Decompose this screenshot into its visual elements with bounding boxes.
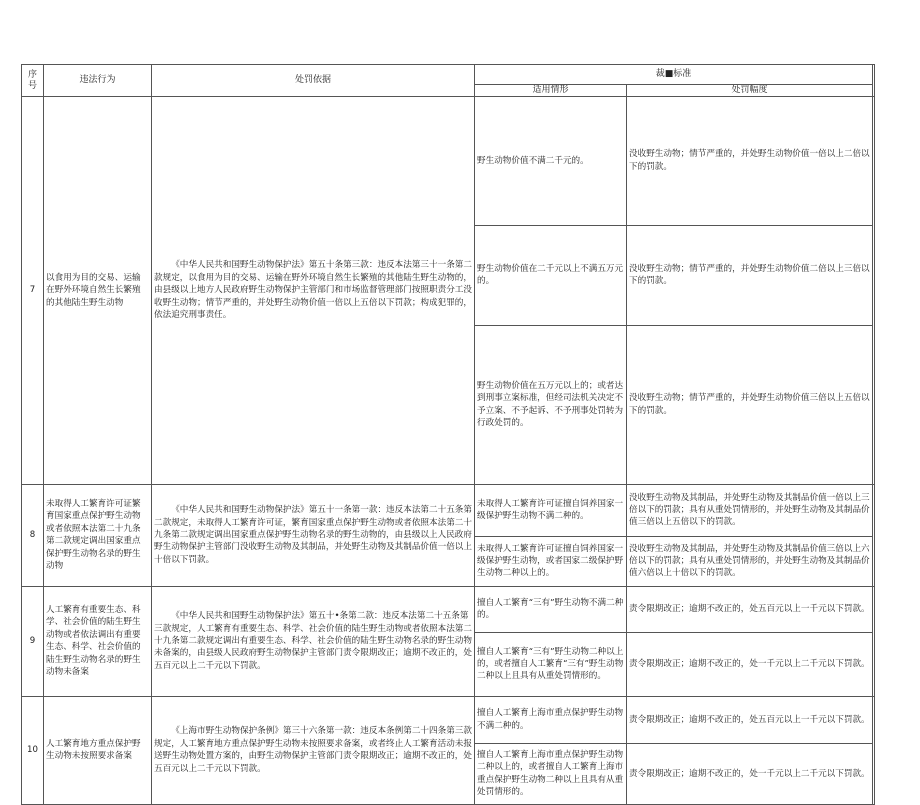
header-violation: 违法行为 [44,65,152,97]
situation-cell: 擅自人工繁育上海市重点保护野生动物不满二种的。 [475,696,627,743]
basis-cell: 《中华人民共和国野生动物保护法》第五十•条第二款：违反本法第二十五条第三款规定，人工繁育有重要生态、科学、社会价值的陆生野生动物或者依照本法第二十九条第二款规定调出有重要生态、科学、社会价值的陆生野生动物名录的野生动物未备案的，由县级人民政府野生动物保护主管部门责令限期改正；逾期不改正的，处五百元以上二千元以下罚款。 [152,586,475,696]
situation-cell: 未取得人工繁育许可证擅自饲养国家一级保护野生动物不满二种的。 [475,484,627,536]
basis-cell: 《中华人民共和国野生动物保护法》第五十一条第一款：违反本法第二十五条第二款规定，未取得人工繁育许可证，繁育国家重点保护野生动物或者依照本法第二十九条第二款规定调出国家重点保护野生动物名录的野生动物的，由县级以上人民政府野生动物保护主管部门没收野生动物及其制品，并处野生动物及其制品价值一倍以上十倍以下罚款。 [152,484,475,586]
range-cell: 没收野生动物；情节严重的，并处野生动物价值三倍以上五倍以下的罚款。 [627,325,873,484]
header-seq: 序号 [22,65,44,97]
violation-cell: 人工繁育地方重点保护野生动物未按照要求备案 [44,696,152,804]
range-cell: 没收野生动物及其制品，并处野生动物及其制品价值一倍以上三倍以下的罚款；具有从重处罚情形的，并处野生动物及其制品价值三倍以上五倍以下的罚款。 [627,484,873,536]
range-cell: 没收野生动物；情节严重的，并处野生动物价值二倍以上三倍以下的罚款。 [627,225,873,325]
header-situation: 适用情形 [475,85,627,97]
situation-cell: 未取得人工繁育许可证擅自饲养国家一级保护野生动物，或者国家二级保护野生动物二种以上的。 [475,536,627,586]
range-cell: 没收野生动物；情节严重的，并处野生动物价值一倍以上二倍以下的罚款。 [627,97,873,226]
header-basis: 处罚依据 [152,65,475,97]
violation-cell: 人工繁育有重要生态、科学、社会价值的陆生野生动物或者依法调出有重要生态、科学、社会价值的陆生野生动物名录的野生动物未备案 [44,586,152,696]
situation-cell: 擅自人工繁育上海市重点保护野生动物二种以上的，或者擅自人工繁育上海市重点保护野生动物二种以上且具有从重处罚情形的。 [475,743,627,804]
violation-cell: 未取得人工繁育许可证繁育国家重点保护野生动物或者依照本法第二十九条第二款规定调出国家重点保护野生动物名录的野生动物 [44,484,152,586]
violation-cell: 以食用为目的交易、运输在野外环境自然生长繁殖的其他陆生野生动物 [44,97,152,485]
situation-cell: 野生动物价值在五万元以上的；或者达到刑事立案标准，但经司法机关决定不予立案、不予起诉、不予刑事处罚转为行政处罚的。 [475,325,627,484]
remark-cell [873,484,875,586]
basis-cell: 《上海市野生动物保护条例》第三十六条第一款：违反本条例第二十四条第三款规定，人工繁育地方重点保护野生动物未按照要求备案，或者终止人工繁育活动未报送野生动物处置方案的，由野生动物保护主管部门责令限期改正；逾期不改正的，处五百元以上二千元以下罚款。 [152,696,475,804]
penalty-standard-table [21,64,875,805]
header-standard: 裁■标准 [475,65,873,85]
remark-cell [873,97,875,485]
row-number: 7 [22,97,44,485]
remark-cell [873,696,875,804]
situation-cell: 擅自人工繁育“三有”野生动物二种以上的，或者擅自人工繁育“三有”野生动物二种以上且具有从重处罚情形的。 [475,632,627,696]
row-number: 8 [22,484,44,586]
remark-cell [873,586,875,696]
range-cell: 责令限期改正；逾期不改正的，处一千元以上二千元以下罚款。 [627,743,873,804]
situation-cell: 擅自人工繁育“三有”野生动物不满二种的。 [475,586,627,632]
header-range: 处罚幅度 [627,85,873,97]
range-cell: 没收野生动物及其制品，并处野生动物及其制品价值三倍以上六倍以下的罚款；具有从重处罚情形的，并处野生动物及其制品价值六倍以上十倍以下的罚款。 [627,536,873,586]
row-number: 10 [22,696,44,804]
situation-cell: 野生动物价值在二千元以上不满五万元的。 [475,225,627,325]
header-remark [873,65,875,97]
range-cell: 责令限期改正；逾期不改正的，处一千元以上二千元以下罚款。 [627,632,873,696]
situation-cell: 野生动物价值不满二千元的。 [475,97,627,226]
basis-cell: 《中华人民共和国野生动物保护法》第五十条第三款：违反本法第三十一条第二款规定，以食用为目的交易、运输在野外环境自然生长繁殖的其他陆生野生动物的，由县级以上地方人民政府野生动物保护主管部门和市场监督管理部门按照职责分工没收野生动物；情节严重的，并处野生动物价值一倍以上五倍以下罚款；构成犯罪的，依法追究刑事责任。 [152,97,475,485]
range-cell: 责令限期改正；逾期不改正的，处五百元以上一千元以下罚款。 [627,696,873,743]
row-number: 9 [22,586,44,696]
range-cell: 责令限期改正；逾期不改正的，处五百元以上一千元以下罚款。 [627,586,873,632]
